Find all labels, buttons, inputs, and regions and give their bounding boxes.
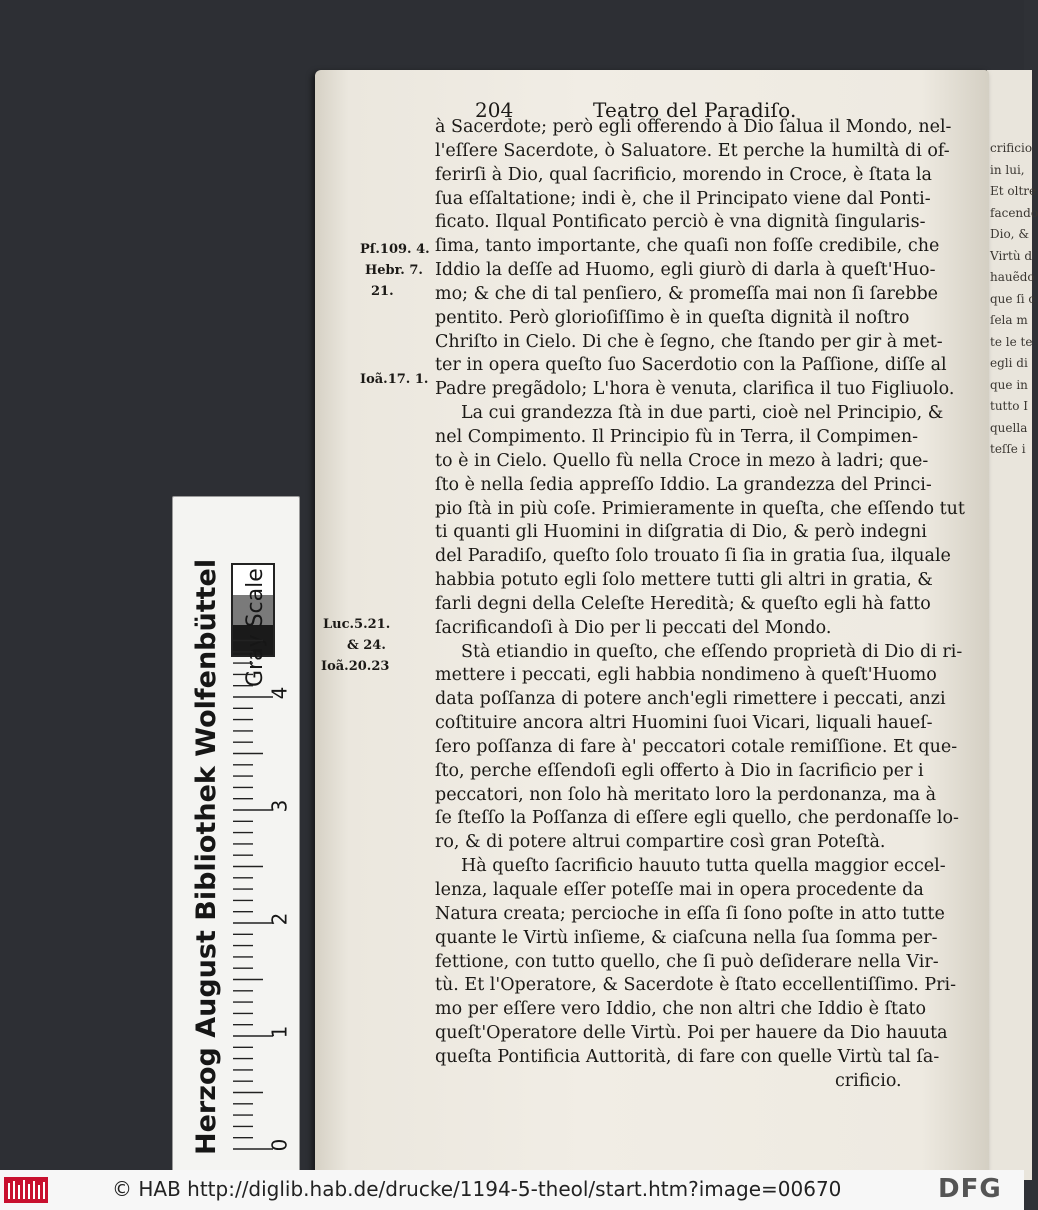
margin-note: Hebr. 7. <box>365 263 423 278</box>
text-line: ſima, tanto importante, che quaſi non foſſe credibile, che <box>435 236 940 257</box>
text-line: ferirſi à Dio, qual ſacrificio, morendo in Croce, è ſtata la <box>435 164 932 185</box>
text-line: ſero poſſanza di fare à' peccatori cotale remiſſione. Et que- <box>435 736 958 757</box>
text-line: pentito. Però glorioſiſſimo è in queſta dignità il noſtro <box>435 307 910 328</box>
text-line: data poſſanza di potere anch'egli rimettere i peccati, anzi <box>435 689 946 710</box>
text-line: ro, & di potere altrui compartire così gran Poteſtà. <box>435 832 886 853</box>
text-line: lenza, laquale eſſer poteſſe mai in opera procedente da <box>435 880 924 900</box>
text-line: peccatori, non ſolo hà meritato loro la perdonanza, ma à <box>435 784 937 805</box>
text-line: quante le Virtù inſieme, & ciaſcuna nella ſua ſomma per- <box>435 927 938 948</box>
ruler-number: 2 <box>267 912 292 926</box>
margin-note: Luc.5.21. <box>323 617 391 632</box>
text-line: Stà etiandio in queſto, che eſſendo proprietà di Dio di ri- <box>461 641 963 662</box>
text-line: ter in opera queſto ſuo Sacerdotio con la Paſſione, diſſe al <box>435 355 947 376</box>
text-line: Natura creata; percioche in eſſa ſi ſono poſte in atto tutte <box>435 903 945 924</box>
text-line: mo per eſſere vero Iddio, che non altri che Iddio è ſtato <box>435 999 927 1020</box>
ruler-number: 1 <box>267 1025 292 1039</box>
text-line: habbia potuto egli ſolo mettere tutti gli altri in gratia, & <box>435 570 933 591</box>
facing-page <box>985 70 1038 1180</box>
text-line: farli degni della Celeſte Heredità; & queſto egli hà fatto <box>435 593 931 614</box>
hab-logo-icon <box>4 1175 48 1205</box>
running-title: Teatro del Paradiſo. <box>593 98 797 122</box>
text-line: coſtituire ancora altri Huomini ſuoi Vicari, liquali haueſ- <box>435 713 933 734</box>
body-text <box>435 116 965 1094</box>
footer-bar <box>0 1170 1024 1210</box>
text-line: mo; & che di tal penſiero, & promeſſa mai non ſi ſarebbe <box>435 283 938 304</box>
book-page <box>315 70 989 1182</box>
text-line: queſta Pontificia Auttorità, di fare con quelle Virtù tal ſa- <box>435 1046 940 1067</box>
text-line: ſacrificandoſi à Dio per li peccati del Mondo. <box>435 617 832 638</box>
gray-scale-ruler <box>172 496 300 1176</box>
text-line: l'eſſere Sacerdote, ò Saluatore. Et perche la humiltà di of- <box>435 140 950 161</box>
dfg-logo: DFG <box>938 1174 1002 1204</box>
page-number: 204 <box>475 98 514 122</box>
text-line: Iddio la deſſe ad Huomo, egli giurò di darla à queſt'Huo- <box>435 260 936 281</box>
ruler-number: 0 <box>267 1138 292 1152</box>
text-line: ſto, perche eſſendoſi egli offerto à Dio in ſacrificio per i <box>435 760 924 781</box>
text-line: Chriſto in Cielo. Di che è ſegno, che ſtando per gir à met- <box>435 331 943 352</box>
text-line: La cui grandezza ſtà in due parti, cioè nel Principio, & <box>461 403 944 424</box>
text-line: fettione, con tutto quello, che ſi può deſiderare nella Vir- <box>435 951 939 972</box>
text-line: Hà queſto ſacrificio hauuto tutta quella maggior eccel- <box>461 856 946 877</box>
text-line: ſua eſſaltatione; indi è, che il Principato viene dal Ponti- <box>435 188 931 209</box>
text-line: ficato. Ilqual Pontificato perciò è vna dignità ſingularis- <box>435 212 926 233</box>
library-name: Herzog August Bibliothek Wolfenbüttel <box>191 558 222 1155</box>
ruler-number: 3 <box>267 799 292 813</box>
text-line: crificio. <box>835 1070 902 1091</box>
facing-page-text: crificio in lui, Et oltre facendo Dio, & Virtù d hauẽdo que ſi c ſela m te le te egli di que in tutto I quella teſſe i <box>990 141 1038 456</box>
gray-scale-label: Gray Scale <box>243 568 268 687</box>
text-line: tù. Et l'Operatore, & Sacerdote è ſtato eccellentiſſimo. Pri- <box>435 975 957 996</box>
margin-note: Ioã.17. 1. <box>360 372 429 387</box>
text-line: ti quanti gli Huomini in diſgratia di Dio, & però indegni <box>435 522 927 543</box>
text-line: del Paradiſo, queſto ſolo trouato ſi ſia in gratia ſua, ilquale <box>435 546 951 567</box>
text-line: mettere i peccati, egli habbia nondimeno à queſt'Huomo <box>435 665 937 686</box>
margin-note: Ioã.20.23 <box>321 659 390 674</box>
margin-note: & 24. <box>347 638 386 653</box>
copyright-url[interactable]: © HAB http://diglib.hab.de/drucke/1194-5-theol/start.htm?image=00670 <box>112 1177 842 1201</box>
text-line: queſt'Operatore delle Virtù. Poi per hauere da Dio hauuta <box>435 1023 948 1044</box>
text-line: Padre pregãdolo; L'hora è venuta, clarifica il tuo Figliuolo. <box>435 379 955 400</box>
text-line: pio ſtà in più coſe. Primieramente in queſta, che eſſendo tut <box>435 498 965 519</box>
text-line: ſe ſteſſo la Poſſanza di eſſere egli quello, che perdonaſſe lo- <box>435 808 959 829</box>
margin-note: 21. <box>371 284 394 299</box>
ruler-ticks <box>231 697 275 1157</box>
text-line: à Sacerdote; però egli offerendo à Dio ſalua il Mondo, nel- <box>435 117 952 137</box>
margin-note: Pſ.109. 4. <box>360 242 430 257</box>
text-line: ſto è nella ſedia appreſſo Iddio. La grandezza del Princi- <box>435 474 932 495</box>
ruler-number: 4 <box>267 686 292 700</box>
text-line: nel Compimento. Il Principio fù in Terra, il Compimen- <box>435 426 919 447</box>
text-line: to è in Cielo. Quello fù nella Croce in mezo à ladri; que- <box>435 450 929 471</box>
